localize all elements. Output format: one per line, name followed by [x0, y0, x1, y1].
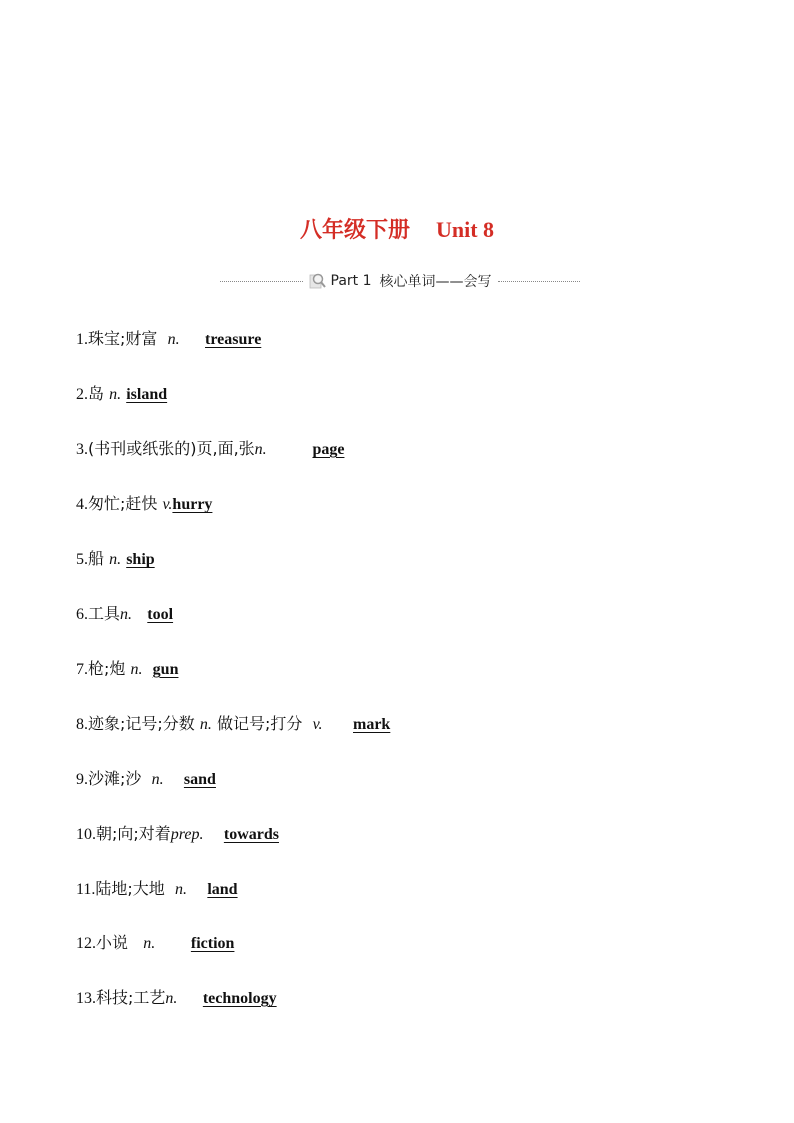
- list-item: 12.小说 n. fiction: [76, 933, 235, 952]
- answer: hurry: [172, 496, 213, 513]
- list-item: 10.朝;向;对着prep. towards: [76, 824, 279, 843]
- answer: fiction: [190, 935, 235, 952]
- answer: treasure: [205, 331, 262, 348]
- list-item: 5.船 n. ship: [76, 549, 155, 568]
- part-title: 核心单词——会写: [379, 274, 492, 290]
- answer: page: [312, 441, 345, 458]
- title-unit: Unit 8: [435, 217, 495, 242]
- list-item: 11.陆地;大地 n. land: [76, 879, 238, 898]
- part-header: [220, 270, 580, 292]
- right-dotted-divider: [498, 281, 581, 282]
- part-number: Part 1: [330, 273, 372, 289]
- answer: mark: [353, 716, 391, 733]
- answer: technology: [202, 990, 277, 1007]
- list-item: 1.珠宝;财富 n. treasure: [76, 329, 262, 348]
- answer: island: [126, 386, 168, 403]
- part-label: [303, 271, 498, 291]
- answer: gun: [152, 661, 179, 678]
- list-item: 2.岛 n. island: [76, 384, 168, 403]
- page-title: [0, 213, 794, 244]
- answer: tool: [147, 606, 174, 623]
- answer: land: [207, 881, 238, 898]
- list-item: 6.工具n. tool: [76, 604, 174, 623]
- list-item: 4.匆忙;赶快 v.hurry: [76, 494, 213, 513]
- list-item: 3.(书刊或纸张的)页,面,张n. page: [76, 439, 345, 458]
- list-item: 9.沙滩;沙 n. sand: [76, 769, 216, 788]
- left-dotted-divider: [220, 281, 303, 282]
- answer: towards: [223, 826, 279, 843]
- list-item: 13.科技;工艺n. technology: [76, 988, 277, 1007]
- list-item: 7.枪;炮 n. gun: [76, 659, 179, 678]
- answer: ship: [126, 551, 155, 568]
- title-chinese: 八年级下册: [299, 218, 410, 243]
- magnifier-icon: [309, 272, 327, 290]
- list-item: 8.迹象;记号;分数 n. 做记号;打分 v. mark: [76, 714, 391, 733]
- answer: sand: [183, 771, 216, 788]
